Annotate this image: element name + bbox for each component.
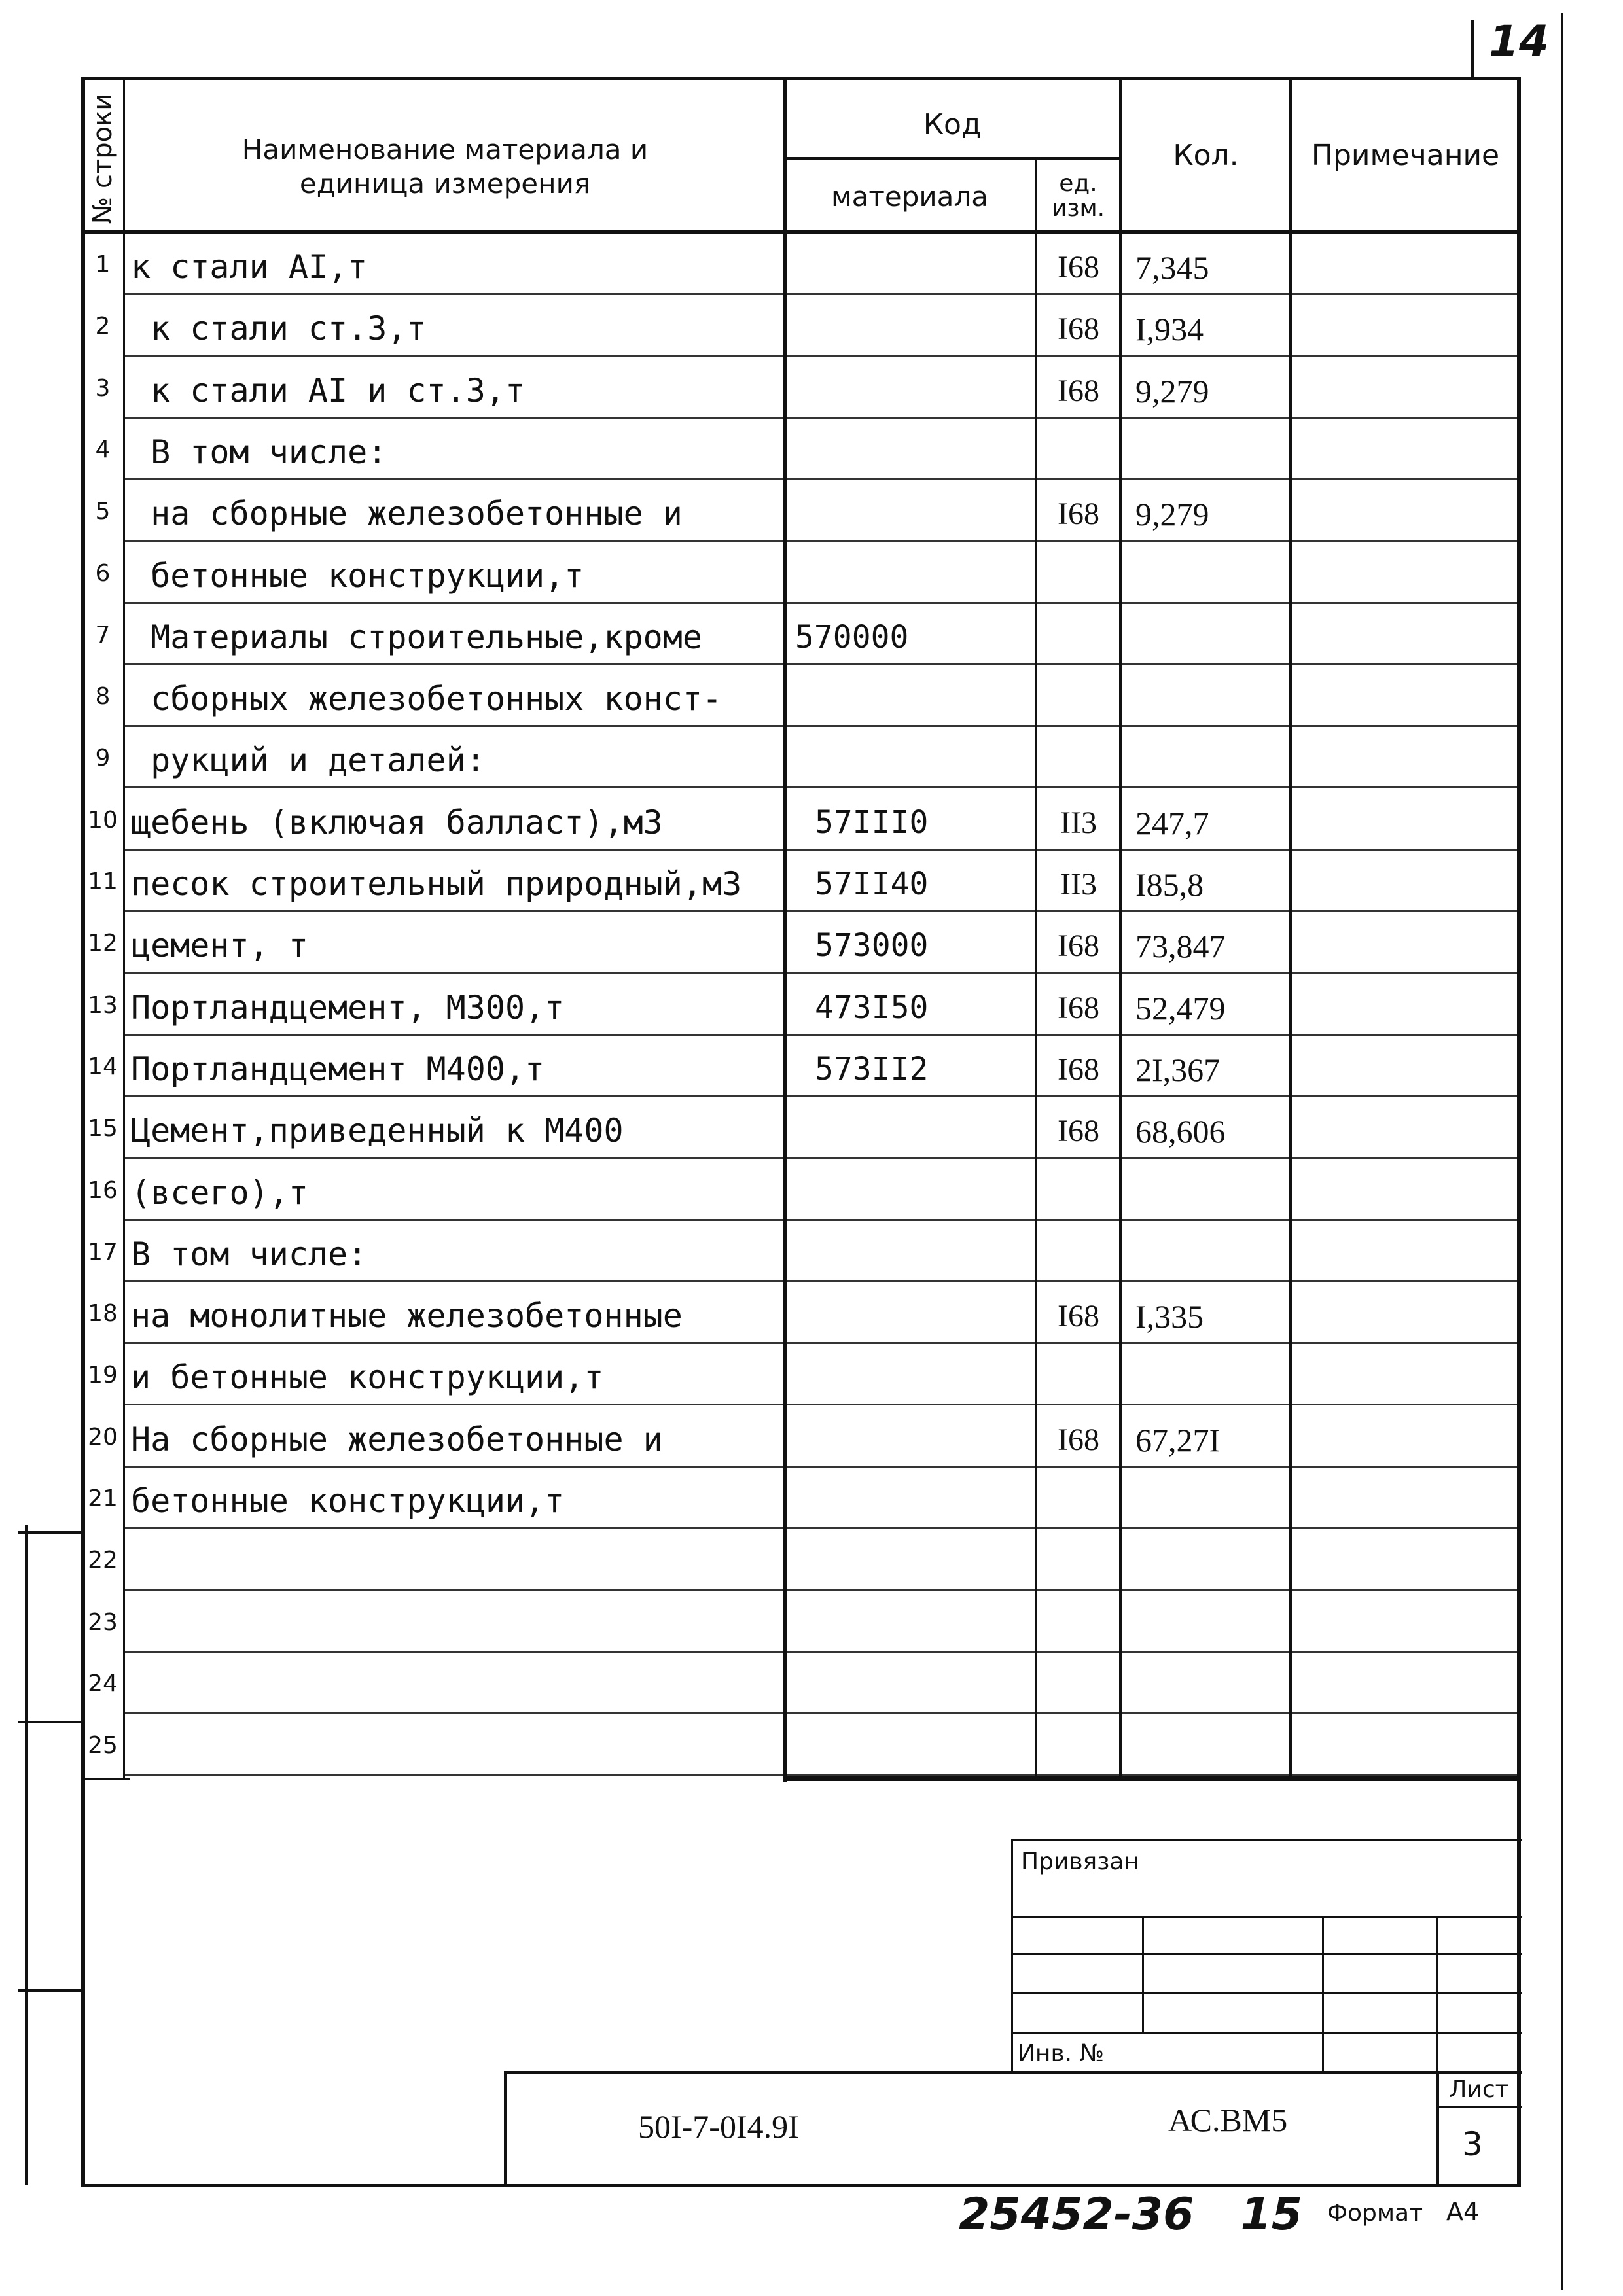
- row-unit-code: I68: [1058, 249, 1099, 285]
- row-material-code: [795, 1406, 1031, 1468]
- row-unit-code: [1039, 1344, 1118, 1405]
- binding-strip-edge: [25, 1525, 28, 2185]
- row-unit-code: I68: [1058, 1113, 1099, 1148]
- row-material-name: Цемент,приведенный к М400: [131, 1112, 624, 1150]
- binding-strip-mark: [18, 1989, 84, 1992]
- row-material-name: песок строительный природный,м3: [131, 865, 742, 903]
- row-unit-code: II3: [1060, 866, 1097, 902]
- row-number: 11: [88, 868, 118, 895]
- row-number: 24: [88, 1670, 118, 1697]
- row-quantity: 7,345: [1135, 249, 1209, 286]
- row-number: 6: [95, 559, 111, 587]
- row-quantity: 247,7: [1135, 805, 1209, 841]
- row-quantity: [1135, 542, 1289, 604]
- header-code: Код: [923, 107, 982, 141]
- row-material-code: [795, 542, 1031, 604]
- stamp-main-left: [504, 2071, 507, 2187]
- row-quantity: 9,279: [1135, 373, 1209, 410]
- row-unit-code: [1039, 419, 1118, 480]
- row-material-code: [795, 1591, 1031, 1653]
- row-material-code: [795, 419, 1031, 480]
- stamp-grid-h4: [1011, 2032, 1522, 2034]
- row-number: 2: [95, 312, 111, 340]
- row-number: 21: [88, 1485, 118, 1512]
- row-quantity: 9,279: [1135, 496, 1209, 533]
- row-number: 13: [88, 991, 118, 1019]
- row-material-code: [795, 295, 1031, 357]
- col-line-rownum: [123, 77, 125, 1778]
- row-material-code: [795, 1714, 1031, 1776]
- stamp-document-mark: АС.ВМ5: [1168, 2102, 1288, 2138]
- row-unit-code: I68: [1058, 1422, 1099, 1457]
- row-quantity: 2I,367: [1135, 1051, 1221, 1088]
- row-material-code: [795, 1653, 1031, 1714]
- stamp-upper-left: [1011, 1839, 1013, 2074]
- row-number: 15: [88, 1114, 118, 1142]
- row-number: 25: [88, 1731, 118, 1759]
- row-unit-code: [1039, 665, 1118, 727]
- row-unit-code: II3: [1060, 805, 1097, 840]
- row-material-name: В том числе:: [131, 1235, 368, 1273]
- row-quantity: [1135, 665, 1289, 727]
- handwritten-number: 25452-36 15: [959, 2189, 1303, 2240]
- corner-mark: [1471, 20, 1474, 79]
- row-number: 8: [95, 682, 111, 710]
- row-material-code: [795, 357, 1031, 419]
- row-material-code: 473I50: [815, 989, 929, 1026]
- stamp-sheet-divider: [1436, 2071, 1439, 2187]
- row-unit-code: I68: [1058, 496, 1099, 531]
- row-unit-code: [1039, 604, 1118, 665]
- row-number: 4: [95, 436, 111, 463]
- row-unit-code: [1039, 1529, 1118, 1591]
- stamp-grid-v2: [1322, 1916, 1324, 2073]
- row-quantity: [1135, 604, 1289, 665]
- row-material-code: [795, 1344, 1031, 1405]
- row-number: 1: [95, 251, 111, 278]
- row-unit-code: I68: [1058, 311, 1099, 346]
- row-unit-code: [1039, 1468, 1118, 1529]
- row-unit-code: [1039, 1653, 1118, 1714]
- header-code-material: материала: [830, 180, 988, 213]
- row-number: 12: [88, 929, 118, 957]
- row-quantity: [1135, 727, 1289, 788]
- row-material-name: цемент, т: [131, 927, 308, 964]
- row-unit-code: I68: [1058, 928, 1099, 963]
- stamp-sheet-label: Лист: [1449, 2075, 1509, 2103]
- row-material-code: [795, 1221, 1031, 1282]
- row-number: 7: [95, 621, 111, 648]
- stamp-grid-v3: [1436, 1916, 1438, 2073]
- frame-right: [1517, 77, 1521, 2187]
- row-material-name: бетонные конструкции,т: [131, 1482, 565, 1520]
- stamp-document-code: 50I-7-0I4.9I: [638, 2108, 799, 2145]
- row-quantity: [1135, 1344, 1289, 1405]
- row-material-name: (всего),т: [131, 1174, 308, 1212]
- row-number: 22: [88, 1546, 118, 1574]
- row-unit-code: [1039, 1221, 1118, 1282]
- stamp-grid-h1: [1011, 1916, 1522, 1918]
- header-name: Наименование материала и единица измерения: [241, 133, 649, 200]
- row-quantity: 73,847: [1135, 928, 1226, 964]
- row-quantity: [1135, 1653, 1289, 1714]
- row-quantity: I85,8: [1135, 866, 1204, 903]
- row-unit-code: [1039, 1159, 1118, 1221]
- rownum-bottom-line: [81, 1778, 130, 1780]
- row-material-code: 570000: [795, 619, 909, 656]
- stamp-grid-h3: [1011, 1992, 1522, 1994]
- col-line-code: [1035, 157, 1037, 1780]
- row-material-name: на монолитные железобетонные: [131, 1297, 683, 1335]
- stamp-upper-top: [1011, 1839, 1522, 1841]
- format-label: Формат: [1327, 2200, 1423, 2227]
- header-row-number: № строки: [88, 93, 118, 224]
- row-material-code: [795, 1468, 1031, 1529]
- row-material-name: и бетонные конструкции,т: [131, 1358, 604, 1396]
- row-number: 19: [88, 1361, 118, 1388]
- row-number: 20: [88, 1423, 118, 1451]
- header-code-unit: ед. изм.: [1051, 170, 1105, 222]
- row-material-name: Материалы строительные,кроме: [131, 618, 702, 656]
- row-material-code: 57III0: [815, 804, 929, 841]
- row-unit-code: I68: [1058, 373, 1099, 408]
- row-quantity: I,335: [1135, 1298, 1204, 1335]
- row-quantity: [1135, 1591, 1289, 1653]
- row-material-name: [131, 1591, 785, 1653]
- row-material-code: [795, 1097, 1031, 1159]
- col-line-qty: [1289, 77, 1292, 1780]
- row-material-name: [131, 1529, 785, 1591]
- row-material-name: к стали АI,т: [131, 248, 368, 286]
- row-material-code: [795, 1529, 1031, 1591]
- row-material-name: на сборные железобетонные и: [131, 495, 683, 533]
- row-material-name: Портландцемент М400,т: [131, 1050, 545, 1088]
- stamp-main-top: [504, 2071, 1522, 2074]
- binding-strip-mark: [18, 1531, 84, 1534]
- row-material-name: сборных железобетонных конст-: [131, 680, 722, 718]
- row-material-code: 573000: [815, 927, 929, 964]
- row-material-name: Портландцемент, М300,т: [131, 989, 565, 1027]
- row-quantity: 52,479: [1135, 990, 1226, 1027]
- row-quantity: [1135, 1221, 1289, 1282]
- row-quantity: [1135, 1529, 1289, 1591]
- header-note: Примечание: [1311, 139, 1500, 172]
- row-material-code: [795, 665, 1031, 727]
- row-material-code: [795, 480, 1031, 542]
- row-material-code: [795, 727, 1031, 788]
- row-material-name: щебень (включая балласт),м3: [131, 804, 663, 841]
- row-quantity: 68,606: [1135, 1113, 1226, 1150]
- row-material-code: [795, 1282, 1031, 1344]
- row-number: 9: [95, 744, 111, 771]
- stamp-grid-h2: [1011, 1953, 1522, 1955]
- stamp-bound-label: Привязан: [1021, 1848, 1139, 1875]
- row-material-name: В том числе:: [131, 433, 387, 471]
- row-number: 23: [88, 1608, 118, 1636]
- row-unit-code: [1039, 1591, 1118, 1653]
- row-material-code: 573II2: [815, 1051, 929, 1087]
- row-material-name: На сборные железобетонные и: [131, 1421, 663, 1458]
- row-unit-code: I68: [1058, 990, 1099, 1025]
- row-material-name: бетонные конструкции,т: [131, 557, 584, 595]
- row-number: 18: [88, 1299, 118, 1327]
- col-line-unit: [1119, 77, 1122, 1780]
- format-value: А4: [1446, 2197, 1480, 2226]
- stamp-inventory-label: Инв. №: [1018, 2040, 1105, 2067]
- row-material-name: к стали АI и ст.3,т: [131, 372, 526, 410]
- table-bottom-line: [783, 1776, 1521, 1781]
- row-number: 5: [95, 497, 111, 525]
- row-unit-code: I68: [1058, 1051, 1099, 1087]
- row-unit-code: [1039, 1714, 1118, 1776]
- row-material-code: 57II40: [815, 866, 929, 902]
- frame-bottom: [81, 2184, 1521, 2187]
- stamp-sheet-number: 3: [1462, 2125, 1483, 2163]
- row-material-name: к стали ст.3,т: [131, 309, 427, 347]
- header-quantity: Кол.: [1173, 139, 1239, 172]
- row-material-name: рукций и деталей:: [131, 741, 486, 779]
- corner-sheet-number: 14: [1489, 16, 1549, 67]
- row-number: 3: [95, 374, 111, 402]
- row-unit-code: [1039, 542, 1118, 604]
- row-number: 10: [88, 806, 118, 834]
- binding-strip-mark: [18, 1721, 84, 1723]
- row-unit-code: I68: [1058, 1298, 1099, 1333]
- row-unit-code: [1039, 727, 1118, 788]
- row-number: 17: [88, 1238, 118, 1265]
- outer-right-edge: [1561, 13, 1563, 2290]
- row-material-code: [795, 234, 1031, 295]
- row-quantity: [1135, 1468, 1289, 1529]
- header-divider-code: [785, 157, 1120, 160]
- row-quantity: 67,27I: [1135, 1422, 1221, 1458]
- row-material-name: [131, 1653, 785, 1714]
- row-number: 16: [88, 1176, 118, 1204]
- row-quantity: I,934: [1135, 311, 1204, 347]
- row-number: 14: [88, 1053, 118, 1080]
- row-quantity: [1135, 419, 1289, 480]
- row-quantity: [1135, 1159, 1289, 1221]
- stamp-grid-v1: [1142, 1916, 1144, 2032]
- row-material-code: [795, 1159, 1031, 1221]
- row-material-name: [131, 1714, 785, 1776]
- stamp-sheet-label-line: [1436, 2106, 1522, 2108]
- row-quantity: [1135, 1714, 1289, 1776]
